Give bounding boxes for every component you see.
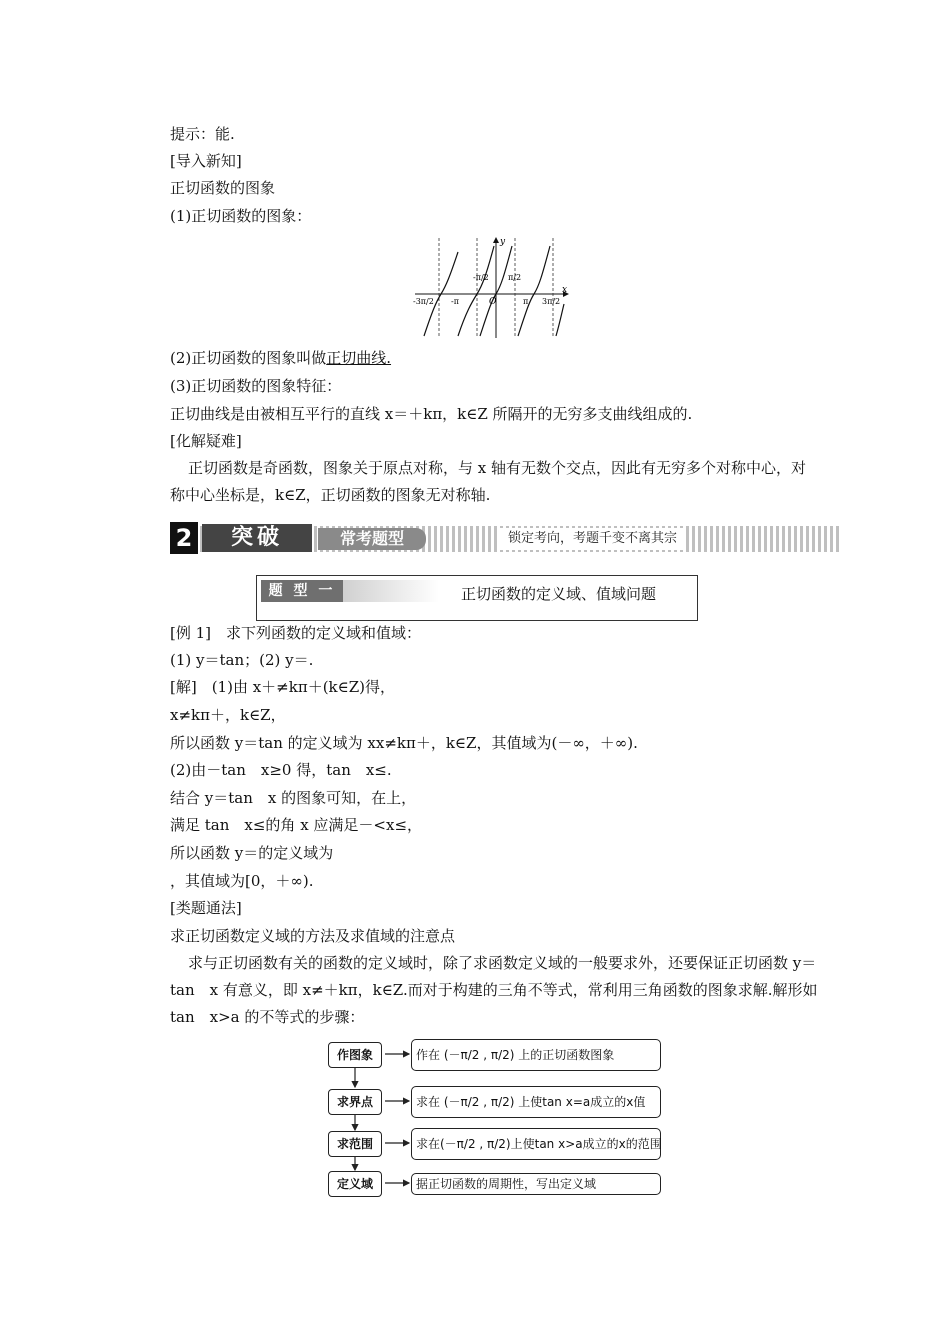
example-line-2: (1) y＝tan；(2) y＝. (170, 651, 314, 669)
flow-desc-4: 据正切函数的周期性，写出定义域 (411, 1173, 661, 1195)
graph-tick-neg-3pi2: -3π/2 (413, 297, 434, 306)
typebox-title: 正切函数的定义域、值域问题 (461, 585, 657, 603)
example-line-7: 结合 y＝tan x 的图象可知，在上， (170, 789, 417, 807)
method-title: 求正切函数定义域的方法及求值域的注意点 (170, 927, 456, 945)
huajie-text: 正切函数是奇函数，图象关于原点对称，与 x 轴有无数个交点，因此有无穷多个对称中心，对称中心坐标是，k∈Z，正切函数的图象无对称轴. (170, 459, 806, 504)
term-tangent-curve: 正切曲线. (326, 349, 392, 367)
example-line-5: 所以函数 y＝tan 的定义域为 xx≠kπ＋，k∈Z，其值域为(－∞，＋∞). (170, 734, 638, 752)
section-leiti: [类题通法] (170, 899, 242, 917)
graph-topic: 正切函数的图象 (170, 179, 276, 197)
flow-step-2: 求界点 (328, 1089, 382, 1115)
graph-tick-neg-pi2: -π/2 (473, 273, 489, 282)
item-three: (3)正切函数的图象特征： (170, 377, 342, 395)
graph-x-label: x (562, 285, 568, 295)
graph-tick-neg-pi: -π (451, 297, 459, 306)
flow-step-3: 求范围 (328, 1131, 382, 1157)
flow-step-1: 作图象 (328, 1042, 382, 1068)
huajie-paragraph (170, 455, 820, 509)
banner-main-title: 突破 (202, 524, 312, 552)
example-line-10: ，其值域为[0，＋∞). (170, 872, 314, 890)
item-two (170, 348, 391, 368)
flow-desc-3: 求在(－π/2 , π/2)上使tan x>a成立的x的范围 (411, 1128, 661, 1160)
steps-flowchart (325, 1037, 665, 1197)
flow-desc-1: 作在 (－π/2 , π/2) 上的正切函数图象 (411, 1039, 661, 1071)
graph-origin: O (489, 297, 497, 307)
method-paragraph (170, 950, 820, 1031)
graph-tick-3pi2: 3π/2 (542, 297, 561, 306)
example-line-1: [例 1] 求下列函数的定义域和值域： (170, 624, 422, 642)
graph-tick-pi2: π/2 (508, 273, 522, 282)
banner-number: 2 (170, 522, 198, 554)
item-three-desc: 正切曲线是由被相互平行的直线 x＝＋kπ，k∈Z 所隔开的无穷多支曲线组成的. (170, 405, 693, 423)
banner-sub-title: 常考题型 (318, 528, 426, 550)
graph-y-label: y (500, 237, 506, 247)
example-line-4: x≠kπ＋，k∈Z， (170, 706, 286, 724)
section-banner (170, 520, 840, 558)
example-line-3: [解] (1)由 x＋≠kπ＋(k∈Z)得， (170, 678, 396, 696)
item-two-prefix: (2)正切函数的图象叫做 (170, 349, 327, 367)
typebox-shade (343, 580, 439, 602)
example-line-8: 满足 tan x≤的角 x 应满足－<x≤， (170, 816, 423, 834)
example-line-9: 所以函数 y＝的定义域为 (170, 844, 334, 862)
hint-text: 提示：能. (170, 125, 235, 143)
flow-step-4: 定义域 (328, 1171, 382, 1197)
example-line-6: (2)由－tan x≥0 得，tan x≤. (170, 761, 392, 779)
typebox-label: 题 型 一 (261, 580, 343, 602)
section-daoru: [导入新知] (170, 152, 242, 170)
graph-tick-pi: π (523, 297, 529, 306)
tangent-graph (410, 232, 580, 342)
question-type-box (256, 575, 698, 621)
item-one: (1)正切函数的图象： (170, 207, 312, 225)
section-huajie: [化解疑难] (170, 432, 242, 450)
flow-desc-2: 求在 (－π/2 , π/2) 上使tan x=a成立的x值 (411, 1086, 661, 1118)
banner-tagline: 锁定考向，考题千变不离其宗 (500, 528, 685, 550)
method-body: 求与正切函数有关的函数的定义域时，除了求函数定义域的一般要求外，还要保证正切函数 y＝tan x 有意义，即 x≠＋kπ，k∈Z.而对于构建的三角不等式，常利用三角函数的图象求解.解形如 tan x>a 的不等式的步骤： (170, 954, 818, 1026)
